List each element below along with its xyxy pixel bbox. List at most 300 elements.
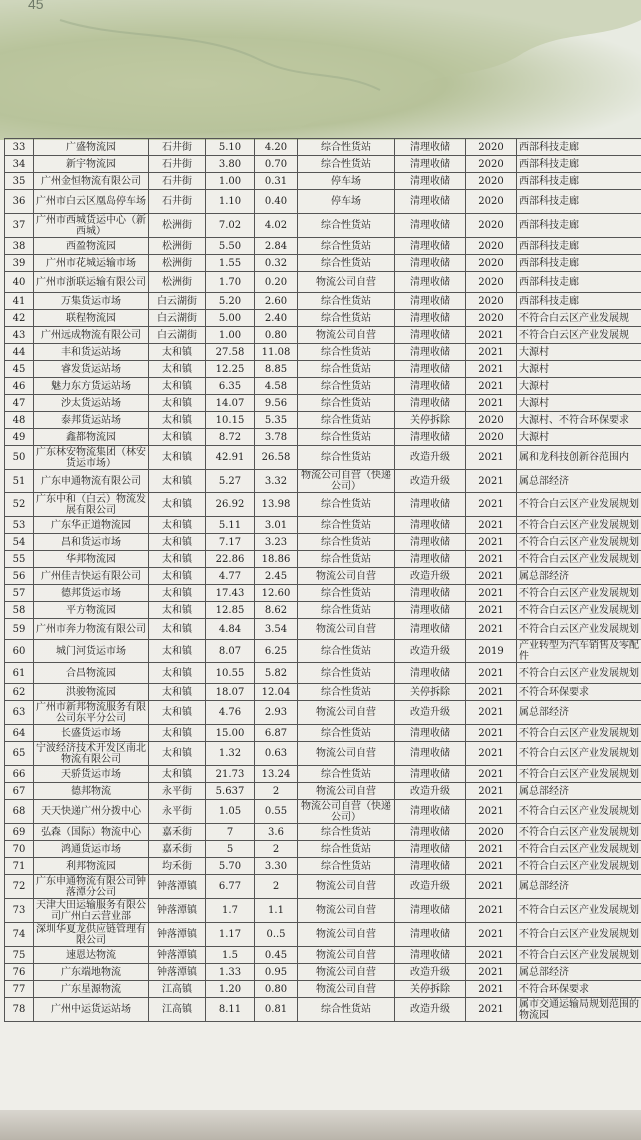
table-cell-area_b: 0.55 xyxy=(255,800,298,824)
table-cell-area_b: 11.08 xyxy=(255,344,298,361)
table-cell-town: 钟落潭镇 xyxy=(149,899,206,923)
table-cell-name: 沙太货运站场 xyxy=(34,395,149,412)
table-cell-name: 德邦货运市场 xyxy=(34,585,149,602)
table-cell-town: 太和镇 xyxy=(149,663,206,684)
table-row xyxy=(5,173,641,190)
table-cell-no: 60 xyxy=(5,640,34,663)
table-cell-no: 75 xyxy=(5,947,34,964)
table-body xyxy=(5,139,641,1022)
table-cell-name: 长盛货运市场 xyxy=(34,725,149,742)
table-cell-year: 2020 xyxy=(466,272,517,293)
table-cell-year: 2021 xyxy=(466,470,517,493)
table-cell-no: 65 xyxy=(5,742,34,766)
table-cell-area_b: 3.54 xyxy=(255,619,298,640)
table-cell-type: 物流公司自营 xyxy=(298,701,395,725)
table-cell-action: 清理收储 xyxy=(395,493,466,517)
table-cell-type: 综合性货站 xyxy=(298,640,395,663)
table-cell-action: 清理收储 xyxy=(395,344,466,361)
table-cell-town: 太和镇 xyxy=(149,344,206,361)
table-cell-name: 广东中和（白云）物流发展有限公司 xyxy=(34,493,149,517)
table-cell-town: 太和镇 xyxy=(149,429,206,446)
table-cell-note: 不符合白云区产业发展规划 xyxy=(517,493,641,517)
table-cell-action: 清理收储 xyxy=(395,361,466,378)
table-cell-town: 石井街 xyxy=(149,156,206,173)
table-cell-area_total: 3.80 xyxy=(206,156,255,173)
table-cell-area_b: 3.6 xyxy=(255,824,298,841)
table-cell-name: 广州市浙联运输有限公司 xyxy=(34,272,149,293)
table-cell-area_total: 21.73 xyxy=(206,766,255,783)
table-cell-area_b: 18.86 xyxy=(255,551,298,568)
table-cell-town: 均禾街 xyxy=(149,858,206,875)
table-cell-area_total: 1.00 xyxy=(206,327,255,344)
table-cell-year: 2021 xyxy=(466,841,517,858)
table-row xyxy=(5,327,641,344)
logistics-table xyxy=(4,138,641,1022)
table-cell-area_total: 4.76 xyxy=(206,701,255,725)
table-cell-no: 67 xyxy=(5,783,34,800)
table-cell-town: 太和镇 xyxy=(149,412,206,429)
table-cell-no: 33 xyxy=(5,139,34,156)
table-cell-area_total: 5.637 xyxy=(206,783,255,800)
table-cell-type: 综合性货站 xyxy=(298,684,395,701)
table-cell-action: 关停拆除 xyxy=(395,981,466,998)
table-cell-year: 2020 xyxy=(466,429,517,446)
table-row xyxy=(5,156,641,173)
table-cell-area_b: 2.84 xyxy=(255,238,298,255)
table-row xyxy=(5,190,641,214)
table-cell-town: 太和镇 xyxy=(149,378,206,395)
table-cell-area_total: 12.85 xyxy=(206,602,255,619)
table-cell-note: 不符合白云区产业发展规划 xyxy=(517,585,641,602)
table-cell-type: 综合性货站 xyxy=(298,156,395,173)
table-cell-year: 2020 xyxy=(466,214,517,238)
table-cell-no: 76 xyxy=(5,964,34,981)
table-cell-name: 广州市花城运输市场 xyxy=(34,255,149,272)
table-cell-name: 洪骏物流园 xyxy=(34,684,149,701)
table-cell-name: 睿发货运站场 xyxy=(34,361,149,378)
table-cell-name: 昌和货运市场 xyxy=(34,534,149,551)
table-cell-type: 物流公司自营 xyxy=(298,981,395,998)
table-cell-action: 改造升级 xyxy=(395,701,466,725)
table-cell-no: 77 xyxy=(5,981,34,998)
table-cell-no: 78 xyxy=(5,998,34,1022)
table-cell-type: 物流公司自营 xyxy=(298,272,395,293)
table-cell-note: 不符合白云区产业发展规划 xyxy=(517,534,641,551)
table-cell-type: 停车场 xyxy=(298,173,395,190)
table-cell-type: 综合性货站 xyxy=(298,602,395,619)
table-cell-town: 白云湖街 xyxy=(149,327,206,344)
table-cell-no: 48 xyxy=(5,412,34,429)
table-cell-area_b: 1.1 xyxy=(255,899,298,923)
table-cell-year: 2021 xyxy=(466,981,517,998)
table-cell-note: 西部科技走廊 xyxy=(517,173,641,190)
table-cell-note: 不符合白云区产业发展规划 xyxy=(517,619,641,640)
table-cell-name: 广东华正道物流园 xyxy=(34,517,149,534)
table-cell-action: 清理收储 xyxy=(395,824,466,841)
table-cell-no: 44 xyxy=(5,344,34,361)
table-cell-name: 天骄货运市场 xyxy=(34,766,149,783)
table-cell-year: 2021 xyxy=(466,663,517,684)
table-cell-no: 45 xyxy=(5,361,34,378)
table-cell-no: 68 xyxy=(5,800,34,824)
table-row xyxy=(5,602,641,619)
table-cell-year: 2021 xyxy=(466,858,517,875)
table-row xyxy=(5,310,641,327)
table-cell-note: 不符合白云区产业发展规划 xyxy=(517,602,641,619)
table-row xyxy=(5,534,641,551)
table-cell-area_total: 1.55 xyxy=(206,255,255,272)
table-cell-name: 广州市奔力物流有限公司 xyxy=(34,619,149,640)
table-cell-action: 清理收储 xyxy=(395,293,466,310)
table-cell-action: 清理收储 xyxy=(395,663,466,684)
table-cell-note: 西部科技走廊 xyxy=(517,190,641,214)
table-cell-year: 2020 xyxy=(466,139,517,156)
table-cell-note: 不符合白云区产业发展规划 xyxy=(517,858,641,875)
table-row xyxy=(5,947,641,964)
table-cell-type: 物流公司自营 xyxy=(298,964,395,981)
table-cell-area_b: 0.70 xyxy=(255,156,298,173)
table-row xyxy=(5,875,641,899)
table-cell-name: 天津大田运输服务有限公司广州白云营业部 xyxy=(34,899,149,923)
table-cell-type: 综合性货站 xyxy=(298,310,395,327)
table-row xyxy=(5,619,641,640)
table-cell-name: 丰和货运站场 xyxy=(34,344,149,361)
table-cell-no: 59 xyxy=(5,619,34,640)
table-cell-area_total: 1.7 xyxy=(206,899,255,923)
table-cell-town: 太和镇 xyxy=(149,619,206,640)
table-cell-area_total: 18.07 xyxy=(206,684,255,701)
table-cell-no: 63 xyxy=(5,701,34,725)
table-cell-no: 52 xyxy=(5,493,34,517)
table-cell-year: 2021 xyxy=(466,602,517,619)
table-cell-town: 永平街 xyxy=(149,800,206,824)
table-cell-note: 不符合白云区产业发展规划 xyxy=(517,800,641,824)
table-cell-year: 2021 xyxy=(466,725,517,742)
table-cell-area_total: 6.77 xyxy=(206,875,255,899)
table-cell-note: 产业转型为汽车销售及零配件 xyxy=(517,640,641,663)
table-cell-year: 2021 xyxy=(466,766,517,783)
table-cell-action: 清理收储 xyxy=(395,378,466,395)
table-cell-area_total: 1.17 xyxy=(206,923,255,947)
table-row xyxy=(5,361,641,378)
table-cell-type: 物流公司自营（快递公司） xyxy=(298,470,395,493)
table-cell-type: 物流公司自营 xyxy=(298,742,395,766)
table-cell-area_total: 1.10 xyxy=(206,190,255,214)
table-cell-year: 2021 xyxy=(466,395,517,412)
table-cell-note: 不符合白云区产业发展规划 xyxy=(517,947,641,964)
table-cell-action: 改造升级 xyxy=(395,446,466,470)
table-cell-no: 39 xyxy=(5,255,34,272)
table-cell-year: 2021 xyxy=(466,446,517,470)
table-cell-year: 2021 xyxy=(466,742,517,766)
table-cell-type: 停车场 xyxy=(298,190,395,214)
table-cell-name: 深圳华夏龙供应链管理有限公司 xyxy=(34,923,149,947)
table-cell-area_total: 7.17 xyxy=(206,534,255,551)
table-cell-area_b: 0.80 xyxy=(255,327,298,344)
table-row xyxy=(5,139,641,156)
table-cell-name: 新宇物流园 xyxy=(34,156,149,173)
table-cell-note: 不符合白云区产业发展规划 xyxy=(517,766,641,783)
table-cell-area_total: 5.20 xyxy=(206,293,255,310)
table-cell-name: 利邦物流园 xyxy=(34,858,149,875)
table-cell-action: 清理收储 xyxy=(395,800,466,824)
table-cell-town: 白云湖街 xyxy=(149,310,206,327)
page-number: 45 xyxy=(28,0,44,12)
table-cell-name: 万集货运市场 xyxy=(34,293,149,310)
table-cell-note: 不符合环保要求 xyxy=(517,981,641,998)
table-cell-type: 物流公司自营 xyxy=(298,947,395,964)
table-cell-type: 物流公司自营（快递公司） xyxy=(298,800,395,824)
table-cell-year: 2020 xyxy=(466,156,517,173)
table-cell-year: 2021 xyxy=(466,493,517,517)
table-cell-year: 2021 xyxy=(466,783,517,800)
table-cell-town: 太和镇 xyxy=(149,361,206,378)
table-cell-no: 53 xyxy=(5,517,34,534)
table-cell-type: 综合性货站 xyxy=(298,585,395,602)
table-cell-area_b: 0.63 xyxy=(255,742,298,766)
table-cell-town: 钟落潭镇 xyxy=(149,964,206,981)
table-cell-note: 不符合白云区产业发展规划 xyxy=(517,663,641,684)
table-cell-year: 2021 xyxy=(466,875,517,899)
table-cell-area_total: 7.02 xyxy=(206,214,255,238)
table-cell-type: 物流公司自营 xyxy=(298,899,395,923)
table-cell-action: 清理收储 xyxy=(395,173,466,190)
table-cell-name: 广盛物流园 xyxy=(34,139,149,156)
table-cell-town: 江高镇 xyxy=(149,981,206,998)
table-cell-year: 2021 xyxy=(466,534,517,551)
table-cell-no: 51 xyxy=(5,470,34,493)
table-cell-no: 61 xyxy=(5,663,34,684)
table-cell-town: 松洲街 xyxy=(149,214,206,238)
table-cell-area_b: 6.25 xyxy=(255,640,298,663)
table-cell-action: 清理收储 xyxy=(395,534,466,551)
table-cell-town: 太和镇 xyxy=(149,602,206,619)
table-cell-town: 石井街 xyxy=(149,190,206,214)
table-cell-type: 综合性货站 xyxy=(298,238,395,255)
table-cell-year: 2021 xyxy=(466,800,517,824)
table-cell-area_b: 26.58 xyxy=(255,446,298,470)
table-cell-area_b: 2 xyxy=(255,783,298,800)
table-cell-no: 66 xyxy=(5,766,34,783)
table-cell-action: 改造升级 xyxy=(395,568,466,585)
table-cell-action: 清理收储 xyxy=(395,947,466,964)
table-cell-name: 泰邦货运站场 xyxy=(34,412,149,429)
table-cell-no: 58 xyxy=(5,602,34,619)
table-cell-town: 白云湖街 xyxy=(149,293,206,310)
table-row xyxy=(5,701,641,725)
table-cell-no: 64 xyxy=(5,725,34,742)
table-cell-name: 平方物流园 xyxy=(34,602,149,619)
table-cell-note: 不符合白云区产业发展规划 xyxy=(517,923,641,947)
table-cell-year: 2020 xyxy=(466,310,517,327)
table-cell-action: 清理收储 xyxy=(395,766,466,783)
table-cell-town: 松洲街 xyxy=(149,272,206,293)
table-cell-year: 2020 xyxy=(466,190,517,214)
table-row xyxy=(5,800,641,824)
table-row xyxy=(5,998,641,1022)
table-cell-area_total: 6.35 xyxy=(206,378,255,395)
table-cell-no: 72 xyxy=(5,875,34,899)
table-cell-area_total: 1.33 xyxy=(206,964,255,981)
table-cell-area_b: 0.95 xyxy=(255,964,298,981)
table-cell-year: 2021 xyxy=(466,947,517,964)
table-cell-type: 综合性货站 xyxy=(298,446,395,470)
table-cell-action: 清理收储 xyxy=(395,238,466,255)
table-cell-name: 广州中运货运站场 xyxy=(34,998,149,1022)
table-cell-area_b: 2.60 xyxy=(255,293,298,310)
table-cell-area_total: 4.84 xyxy=(206,619,255,640)
table-cell-no: 43 xyxy=(5,327,34,344)
table-cell-note: 属总部经济 xyxy=(517,875,641,899)
table-cell-year: 2021 xyxy=(466,701,517,725)
table-cell-action: 清理收储 xyxy=(395,156,466,173)
table-cell-action: 改造升级 xyxy=(395,470,466,493)
table-cell-area_b: 0.80 xyxy=(255,981,298,998)
table-cell-area_b: 3.01 xyxy=(255,517,298,534)
coastline-graphic xyxy=(0,0,641,140)
table-cell-town: 太和镇 xyxy=(149,766,206,783)
table-cell-area_b: 0.40 xyxy=(255,190,298,214)
table-cell-type: 综合性货站 xyxy=(298,255,395,272)
table-cell-note: 不符合白云区产业发展规划 xyxy=(517,742,641,766)
table-cell-town: 钟落潭镇 xyxy=(149,947,206,964)
table-cell-area_total: 8.07 xyxy=(206,640,255,663)
table-row xyxy=(5,568,641,585)
map-background xyxy=(0,0,641,140)
table-cell-action: 清理收储 xyxy=(395,214,466,238)
table-cell-area_b: 12.60 xyxy=(255,585,298,602)
table-cell-area_b: 4.20 xyxy=(255,139,298,156)
table-cell-no: 40 xyxy=(5,272,34,293)
table-cell-name: 广州佳吉快运有限公司 xyxy=(34,568,149,585)
table-cell-name: 合昌物流园 xyxy=(34,663,149,684)
table-cell-area_total: 5.11 xyxy=(206,517,255,534)
table-cell-note: 不符合白云区产业发展规划 xyxy=(517,725,641,742)
table-cell-year: 2021 xyxy=(466,684,517,701)
table-cell-action: 清理收储 xyxy=(395,602,466,619)
table-row xyxy=(5,412,641,429)
table-cell-action: 改造升级 xyxy=(395,964,466,981)
table-cell-no: 37 xyxy=(5,214,34,238)
table-cell-name: 广州金恒物流有限公司 xyxy=(34,173,149,190)
table-cell-note: 西部科技走廊 xyxy=(517,272,641,293)
table-cell-area_total: 42.91 xyxy=(206,446,255,470)
table-cell-type: 综合性货站 xyxy=(298,551,395,568)
table-cell-area_b: 5.82 xyxy=(255,663,298,684)
table-row xyxy=(5,742,641,766)
table-cell-town: 太和镇 xyxy=(149,742,206,766)
table-cell-area_b: 12.04 xyxy=(255,684,298,701)
table-cell-no: 74 xyxy=(5,923,34,947)
table-cell-name: 广东林安物流集团（林安货运市场） xyxy=(34,446,149,470)
table-cell-name: 鸿通货运市场 xyxy=(34,841,149,858)
table-cell-note: 属总部经济 xyxy=(517,701,641,725)
table-cell-year: 2021 xyxy=(466,585,517,602)
table-cell-area_b: 0.20 xyxy=(255,272,298,293)
table-cell-name: 广州市新邦物流服务有限公司东平分公司 xyxy=(34,701,149,725)
table-cell-no: 56 xyxy=(5,568,34,585)
table-cell-name: 弘森（国际）物流中心 xyxy=(34,824,149,841)
table-cell-town: 太和镇 xyxy=(149,493,206,517)
table-cell-action: 清理收储 xyxy=(395,619,466,640)
table-cell-area_total: 1.70 xyxy=(206,272,255,293)
table-cell-type: 综合性货站 xyxy=(298,412,395,429)
table-cell-action: 清理收储 xyxy=(395,255,466,272)
table-cell-type: 综合性货站 xyxy=(298,766,395,783)
table-cell-note: 大源村 xyxy=(517,361,641,378)
table-row xyxy=(5,824,641,841)
table-cell-year: 2020 xyxy=(466,824,517,841)
table-cell-year: 2020 xyxy=(466,412,517,429)
table-cell-action: 清理收储 xyxy=(395,923,466,947)
table-cell-no: 42 xyxy=(5,310,34,327)
table-cell-area_total: 5 xyxy=(206,841,255,858)
table-cell-note: 不符合环保要求 xyxy=(517,684,641,701)
table-cell-no: 34 xyxy=(5,156,34,173)
table-cell-name: 鑫都物流园 xyxy=(34,429,149,446)
table-cell-town: 钟落潭镇 xyxy=(149,923,206,947)
table-cell-town: 石井街 xyxy=(149,173,206,190)
table-cell-type: 综合性货站 xyxy=(298,998,395,1022)
table-cell-note: 西部科技走廊 xyxy=(517,139,641,156)
table-row xyxy=(5,663,641,684)
table-cell-no: 46 xyxy=(5,378,34,395)
table-cell-area_total: 27.58 xyxy=(206,344,255,361)
table-cell-name: 广州市西城货运中心（新西城） xyxy=(34,214,149,238)
table-cell-name: 广东申通物流有限公司 xyxy=(34,470,149,493)
table-cell-area_b: 3.30 xyxy=(255,858,298,875)
table-cell-note: 西部科技走廊 xyxy=(517,293,641,310)
table-cell-action: 清理收储 xyxy=(395,585,466,602)
table-cell-area_b: 6.87 xyxy=(255,725,298,742)
table-row xyxy=(5,640,641,663)
table-cell-area_total: 1.05 xyxy=(206,800,255,824)
table-cell-year: 2020 xyxy=(466,293,517,310)
table-cell-area_b: 0.45 xyxy=(255,947,298,964)
table-row xyxy=(5,272,641,293)
table-row xyxy=(5,493,641,517)
table-cell-town: 太和镇 xyxy=(149,725,206,742)
table-cell-type: 综合性货站 xyxy=(298,841,395,858)
table-cell-no: 73 xyxy=(5,899,34,923)
table-cell-no: 71 xyxy=(5,858,34,875)
table-cell-town: 石井街 xyxy=(149,139,206,156)
table-cell-year: 2021 xyxy=(466,899,517,923)
table-cell-year: 2020 xyxy=(466,255,517,272)
table-cell-type: 综合性货站 xyxy=(298,293,395,310)
table-cell-year: 2021 xyxy=(466,327,517,344)
table-cell-year: 2021 xyxy=(466,568,517,585)
table-cell-no: 38 xyxy=(5,238,34,255)
table-cell-note: 大源村 xyxy=(517,378,641,395)
table-cell-note: 属总部经济 xyxy=(517,470,641,493)
table-cell-area_b: 4.02 xyxy=(255,214,298,238)
table-cell-note: 大源村 xyxy=(517,344,641,361)
table-cell-no: 70 xyxy=(5,841,34,858)
table-cell-area_total: 1.5 xyxy=(206,947,255,964)
table-cell-type: 综合性货站 xyxy=(298,429,395,446)
table-cell-no: 49 xyxy=(5,429,34,446)
table-cell-area_total: 10.55 xyxy=(206,663,255,684)
table-cell-type: 综合性货站 xyxy=(298,344,395,361)
table-cell-name: 速恩达物流 xyxy=(34,947,149,964)
table-row xyxy=(5,238,641,255)
table-cell-action: 清理收储 xyxy=(395,272,466,293)
table-row xyxy=(5,684,641,701)
table-cell-action: 关停拆除 xyxy=(395,412,466,429)
table-cell-name: 广东星源物流 xyxy=(34,981,149,998)
table-cell-town: 太和镇 xyxy=(149,568,206,585)
